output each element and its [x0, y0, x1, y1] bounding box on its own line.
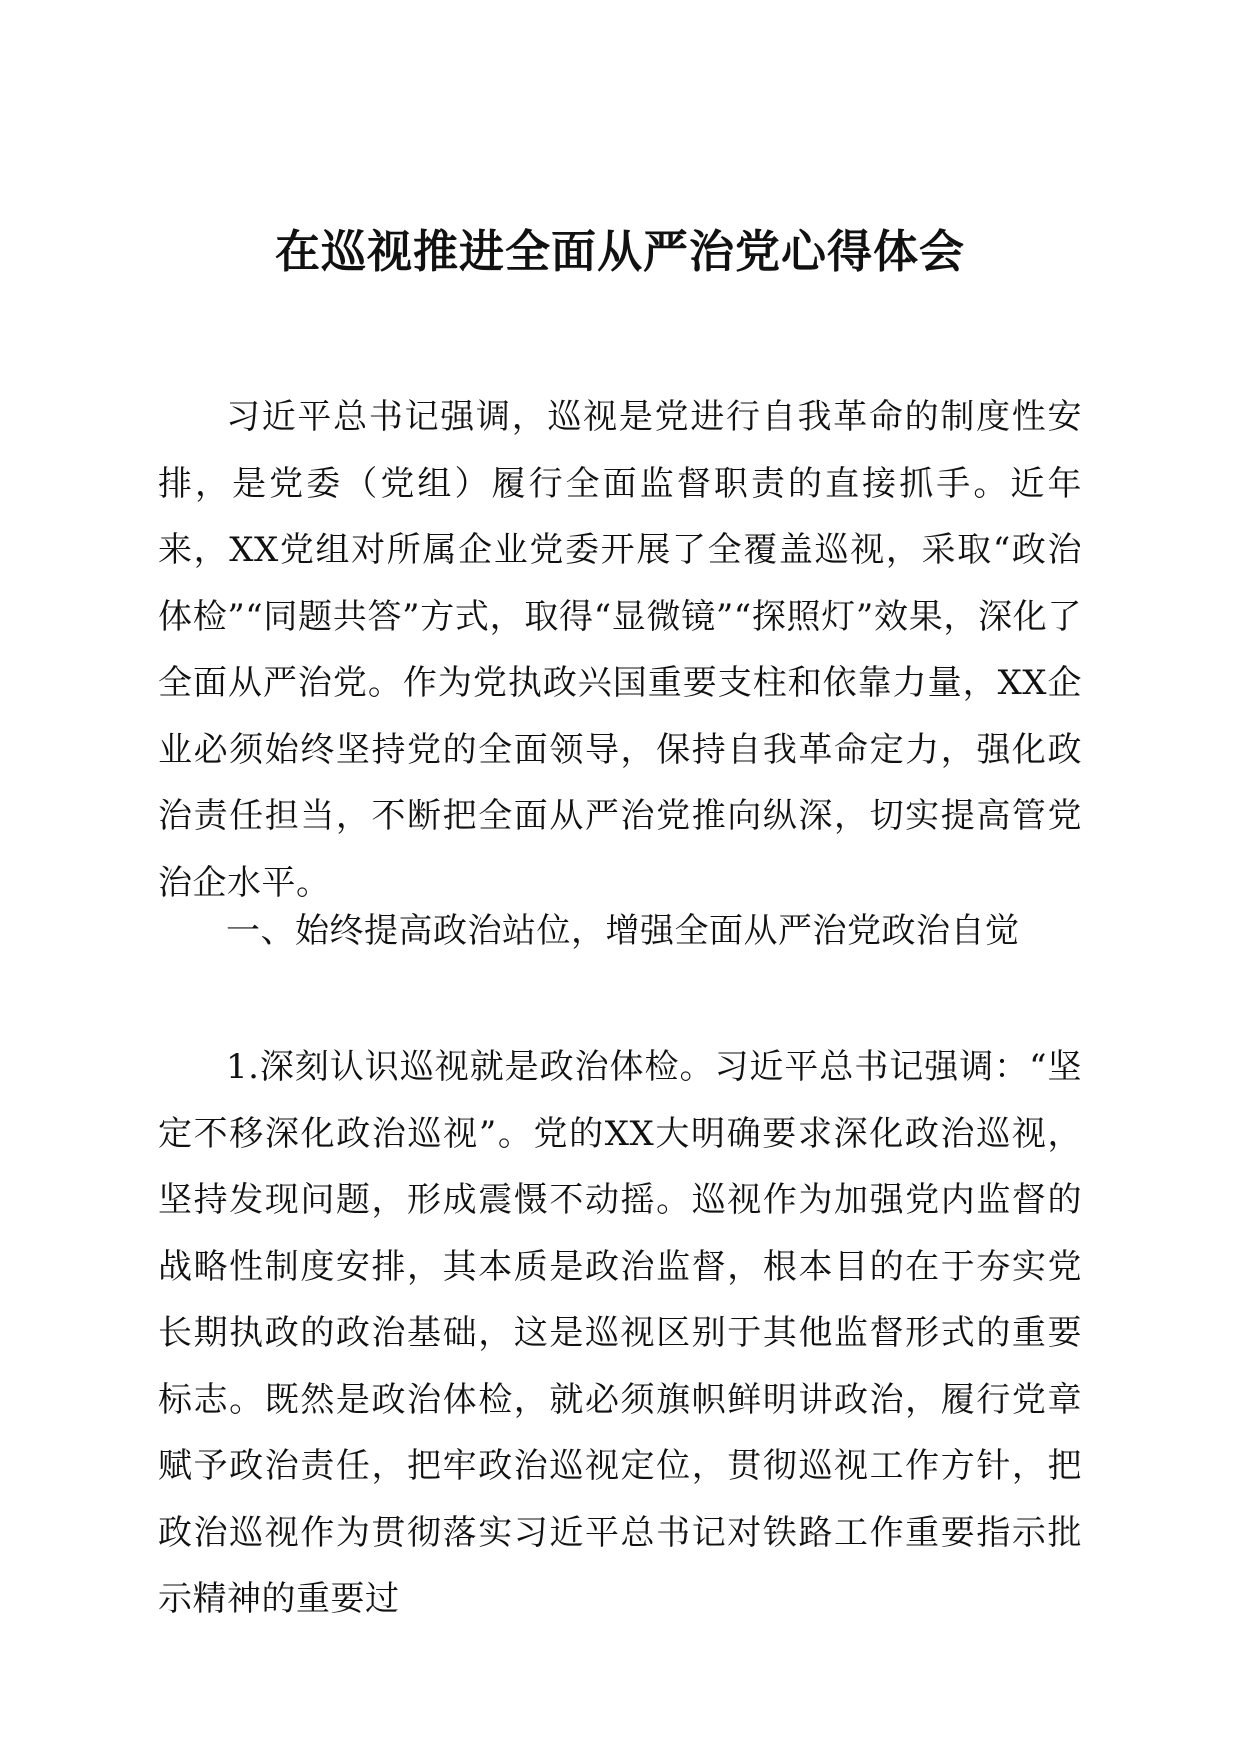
- item-1-paragraph: 1.深刻认识巡视就是政治体检。习近平总书记强调：“坚定不移深化政治巡视”。党的XX大明确要求深化政治巡视，坚持发现问题，形成震慑不动摇。巡视作为加强党内监督的战略性制度安排，其本质是政治监督，根本目的在于夯实党长期执政的政治基础，这是巡视区别于其他监督形式的重要标志。既然是政治体检，就必须旗帜鲜明讲政治，履行党章赋予政治责任，把牢政治巡视定位，贯彻巡视工作方针，把政治巡视作为贯彻落实习近平总书记对铁路工作重要指示批示精神的重要过: [158, 1047, 1082, 1619]
- document-title: 在巡视推进全面从严治党心得体会: [274, 225, 965, 278]
- intro-paragraph: 习近平总书记强调，巡视是党进行自我革命的制度性安排，是党委（党组）履行全面监督职责的直接抓手。近年来，XX党组对所属企业党委开展了全覆盖巡视，采取“政治体检”“同题共答”方式，取得“显微镜”“探照灯”效果，深化了全面从严治党。作为党执政兴国重要支柱和依靠力量，XX企业必须始终坚持党的全面领导，保持自我革命定力，强化政治责任担当，不断把全面从严治党推向纵深，切实提高管党治企水平。: [158, 397, 1082, 903]
- section-heading: 一、始终提高政治站位，增强全面从严治党政治自觉: [226, 911, 1020, 951]
